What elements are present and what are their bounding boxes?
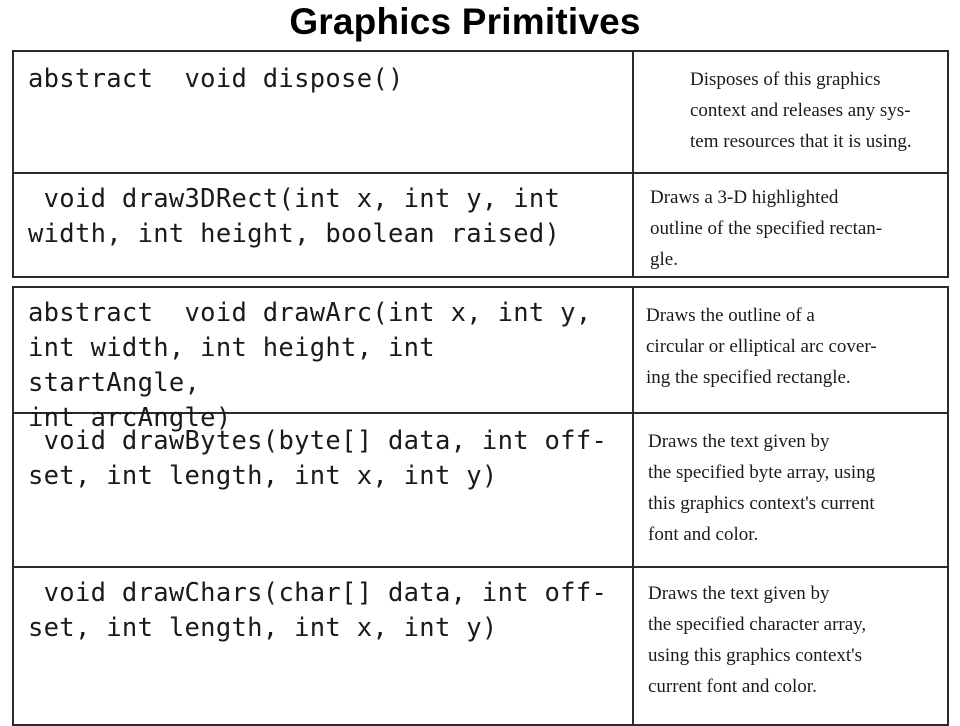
method-table-upper bbox=[12, 50, 949, 278]
method-description: Draws the text given by the specified character array, using this graphics context's current font and color. bbox=[648, 583, 867, 697]
table-row-drawbytes bbox=[14, 414, 947, 568]
method-signature: void drawChars(char[] data, int off- set, int length, int x, int y) bbox=[28, 578, 608, 643]
method-signature: void drawBytes(byte[] data, int off- set, int length, int x, int y) bbox=[28, 426, 608, 491]
method-signature: abstract void dispose() bbox=[28, 64, 404, 94]
method-signature: void draw3DRect(int x, int y, int width, int height, boolean raised) bbox=[28, 184, 561, 249]
method-signature: abstract void drawArc(int x, int y, int width, int height, int startAngle, int arcAngle) bbox=[28, 298, 592, 433]
method-description: Draws a 3-D highlighted outline of the specified rectan- gle. bbox=[650, 187, 883, 270]
table-row-drawarc bbox=[14, 288, 947, 433]
table-row-drawchars bbox=[14, 568, 947, 724]
method-description: Draws the text given by the specified byte array, using this graphics context's current font and color. bbox=[648, 431, 876, 545]
method-table-lower bbox=[12, 286, 949, 726]
table-row-draw3drect bbox=[14, 174, 947, 278]
method-description: Disposes of this graphics context and releases any sys- tem resources that it is using. bbox=[690, 69, 912, 152]
slide-title: Graphics Primitives bbox=[289, 1, 641, 42]
method-description: Draws the outline of a circular or elliptical arc cover- ing the specified rectangle. bbox=[646, 305, 877, 388]
table-row-dispose bbox=[14, 52, 947, 174]
